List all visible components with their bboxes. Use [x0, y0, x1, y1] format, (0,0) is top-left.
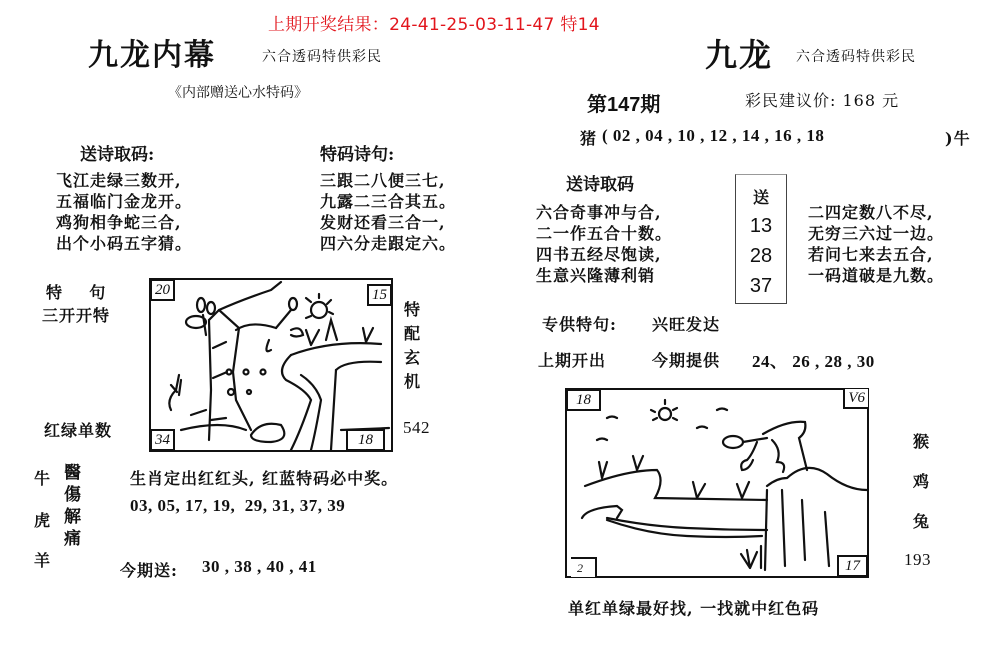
issue-number: 第147期 [587, 94, 661, 116]
suggested-price: 彩民建议价: 168 元 [745, 91, 900, 110]
poem-line: 一码道破是九数。 [808, 266, 945, 285]
zodiac-ox: 牛 [34, 469, 52, 488]
right-footer-slogan: 单红单绿最好找, 一找就中红色码 [568, 599, 820, 618]
poem-line: 四书五经尽饱读, [536, 245, 662, 264]
vertical-char: 兔 [913, 512, 930, 531]
pig-label: 猪 [580, 129, 598, 148]
special-phrase-label: 专供特句: [542, 315, 617, 334]
special-poem [320, 170, 456, 254]
special-phrase-value: 兴旺发达 [652, 315, 721, 334]
this-period-label: 今期送: [120, 561, 178, 580]
right-poem-2 [808, 202, 944, 286]
zodiac-goat: 羊 [34, 551, 52, 570]
corner-number-top-left: 18 [566, 389, 601, 411]
this-period-provide-values: 24、 26 , 28 , 30 [752, 352, 875, 371]
landscape-sketch-icon [567, 390, 867, 576]
vertical-char: 痛 [64, 529, 81, 549]
send-number: 37 [749, 274, 773, 297]
vertical-char: 猴 [913, 432, 930, 451]
send-label: 送 [752, 187, 769, 207]
vertical-char: 鸡 [913, 472, 930, 491]
poem-line: 四六分走跟定六。 [320, 234, 457, 253]
this-period-provide-label: 今期提供 [652, 351, 721, 370]
vertical-char: 特 [404, 300, 421, 319]
ox-label: )牛 [945, 129, 971, 148]
corner-number-top-left: 20 [150, 279, 175, 301]
te-ju-label: 特 句 [46, 283, 107, 302]
poem-line: 三跟二八便三七, [320, 171, 446, 190]
poem-line: 飞江走绿三数开, [56, 171, 182, 190]
send-number: 13 [749, 214, 773, 237]
vertical-char: 解 [64, 507, 81, 527]
corner-number-bottom-left: 34 [150, 429, 175, 451]
vertical-char: 玄 [404, 348, 421, 367]
vertical-char: 醫 [64, 463, 81, 483]
corner-number-top-right: V6 [843, 389, 868, 409]
vertical-char: 傷 [64, 485, 81, 505]
right-side-number: 193 [904, 550, 931, 569]
poem-line: 五福临门金龙开。 [56, 192, 193, 211]
left-side-number: 542 [403, 418, 430, 437]
right-side-vertical-text [913, 422, 929, 542]
left-numbers-line: 03, 05, 17, 19, 29, 31, 37, 39 [130, 496, 346, 515]
poem-line: 若问七来去五合, [808, 245, 934, 264]
right-tagline: 六合透码特供彩民 [796, 49, 916, 65]
zodiac-tiger: 虎 [34, 511, 52, 530]
right-poem [536, 202, 672, 286]
poem-line: 二四定数八不尽, [808, 203, 934, 222]
poem-line: 无穷三六过一边。 [808, 224, 945, 243]
corner-number-bottom-right: 17 [837, 555, 868, 577]
poem-line: 发财还看三合一, [320, 213, 446, 232]
poem-line: 二一作五合十数。 [536, 224, 673, 243]
send-numbers-box [735, 174, 787, 304]
medicine-vertical-text [64, 462, 81, 550]
corner-number-bottom-left: 2 [571, 557, 597, 577]
vertical-char: 机 [404, 372, 421, 391]
poem-line: 六合奇事冲与合, [536, 203, 662, 222]
left-side-vertical-text [404, 298, 420, 394]
poem-line: 出个小码五字猜。 [56, 234, 193, 253]
send-number: 28 [749, 244, 773, 267]
corner-number-bottom-right: 18 [346, 429, 385, 451]
right-title: 九龙 [705, 36, 774, 74]
pig-numbers: ( 02 , 04 , 10 , 12 , 14 , 16 , 18 [602, 126, 825, 145]
landscape-sketch-icon [151, 280, 391, 450]
this-period-values: 30 , 38 , 40 , 41 [202, 557, 317, 576]
te-ju-value: 三开开特 [42, 306, 111, 325]
left-poem-heading: 送诗取码: [80, 145, 155, 165]
zodiac-statement: 生肖定出红红头, 红蓝特码必中奖。 [130, 469, 399, 488]
left-subtitle: 《内部赠送心水特码》 [168, 85, 308, 101]
left-poem [56, 170, 192, 254]
special-poem-heading: 特码诗句: [320, 145, 395, 165]
corner-number-top-right: 15 [367, 284, 392, 306]
last-draw-results-banner: 上期开奖结果：24-41-25-03-11-47 特14 [268, 15, 600, 35]
last-period-label: 上期开出 [538, 351, 607, 370]
poem-line: 九露二三合其五。 [320, 192, 457, 211]
right-sketch-image [565, 388, 869, 578]
poem-line: 生意兴隆薄利销 [536, 266, 656, 285]
red-green-odd-label: 红绿单数 [44, 421, 113, 440]
left-title: 九龙内幕 [88, 38, 216, 73]
poem-line: 鸡狗相争蛇三合, [56, 213, 182, 232]
vertical-char: 配 [404, 324, 421, 343]
right-poem-heading: 送诗取码 [566, 175, 634, 195]
left-tagline: 六合透码特供彩民 [262, 49, 382, 65]
left-sketch-image [149, 278, 393, 452]
